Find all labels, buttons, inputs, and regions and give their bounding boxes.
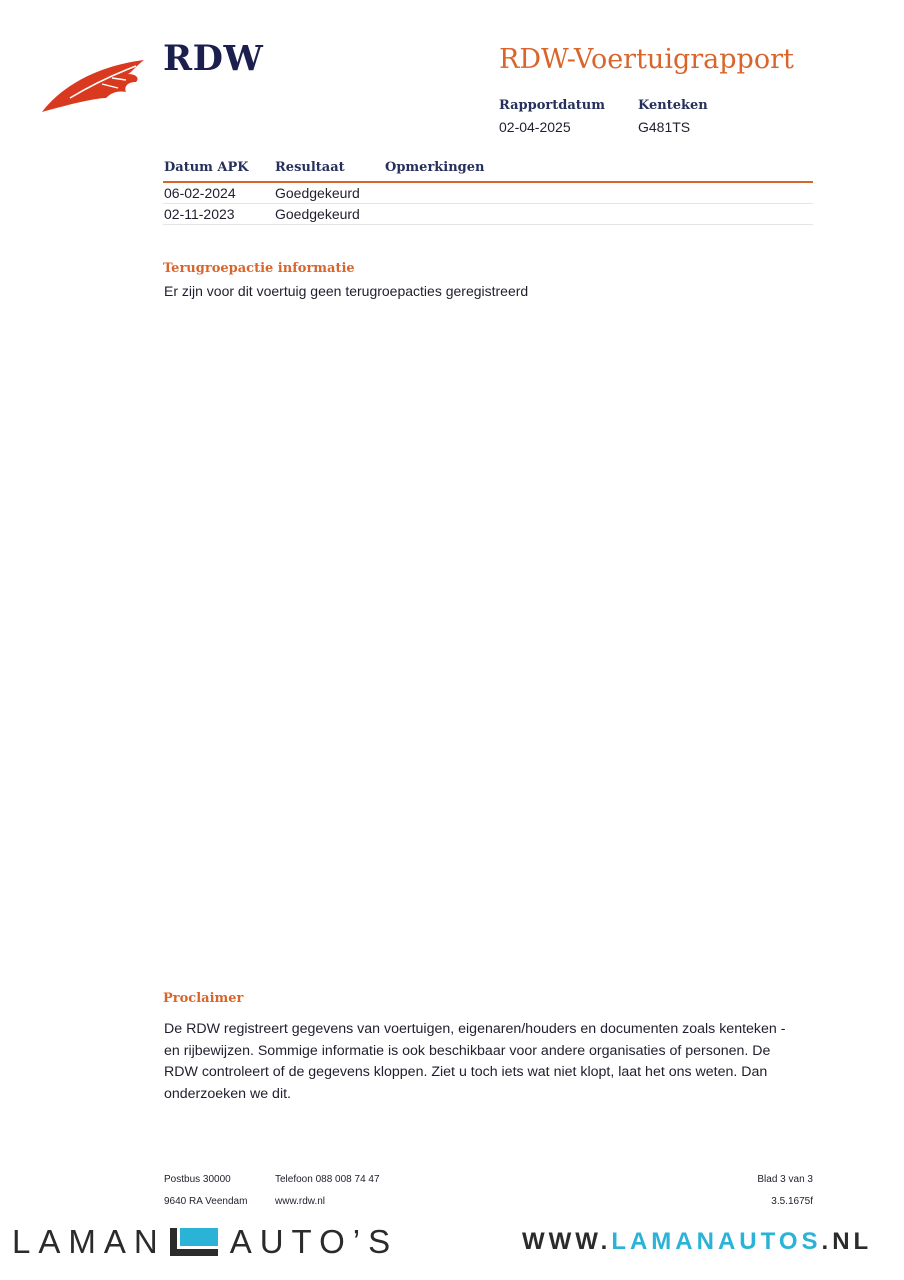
dealer-website[interactable]: [522, 1224, 872, 1260]
disclaimer-text: De RDW registreert gegevens van voertuigen, eigenaren/houders en documenten zoals kenteken - en rijbewijzen. Sommige informatie is ook beschikbaar voor andere organisaties of personen. De RDW controleert of de gegevens kloppen. Ziet u toch iets wat niet klopt, laat het ons weten. Dan onderzoeken we dit.: [164, 1021, 786, 1102]
dealer-logo: [12, 1222, 398, 1262]
footer-page-number: Blad 3 van 3: [757, 1174, 813, 1185]
dealer-name-right: AUTO’S: [229, 1223, 399, 1260]
column-header-remarks: Opmerkingen: [385, 160, 485, 175]
column-header-result: Resultaat: [275, 160, 345, 175]
dealer-mark-icon: [170, 1228, 218, 1256]
recall-section-title: Terugroepactie informatie: [163, 261, 355, 276]
apk-result: Goedgekeurd: [275, 206, 360, 222]
report-date-value: 02-04-2025: [499, 119, 571, 135]
report-date-label: Rapportdatum: [499, 98, 605, 113]
plate-label: Kenteken: [638, 98, 708, 113]
report-title: RDW-Voertuigrapport: [499, 44, 794, 75]
table-row: [163, 204, 813, 225]
disclaimer-title: Proclaimer: [163, 991, 244, 1006]
footer-city: 9640 RA Veendam: [164, 1196, 248, 1204]
column-header-date: Datum APK: [164, 160, 249, 175]
rdw-logo-icon: [40, 58, 148, 116]
dealer-url-suffix: .NL: [821, 1228, 873, 1255]
apk-table-header: [163, 160, 813, 183]
apk-date: 06-02-2024: [164, 185, 236, 201]
footer-po-box: Postbus 30000: [164, 1174, 231, 1185]
plate-value: G481TS: [638, 119, 691, 135]
recall-text: Er zijn voor dit voertuig geen terugroepacties geregistreerd: [164, 283, 529, 299]
dealer-url-prefix: WWW.: [522, 1228, 612, 1255]
apk-table: [163, 160, 813, 225]
brand-name: RDW: [163, 38, 264, 79]
footer-website[interactable]: www.rdw.nl: [275, 1196, 326, 1204]
footer-phone: Telefoon 088 008 74 47: [275, 1174, 380, 1185]
table-row: [163, 183, 813, 204]
apk-result: Goedgekeurd: [275, 185, 360, 201]
footer-code: 3.5.1675f: [771, 1196, 813, 1204]
dealer-name-left: LAMAN: [12, 1223, 166, 1260]
footer-cropped-line: [0, 1192, 904, 1204]
dealer-url-highlight: LAMANAUTOS: [611, 1228, 822, 1255]
apk-date: 02-11-2023: [164, 206, 235, 222]
